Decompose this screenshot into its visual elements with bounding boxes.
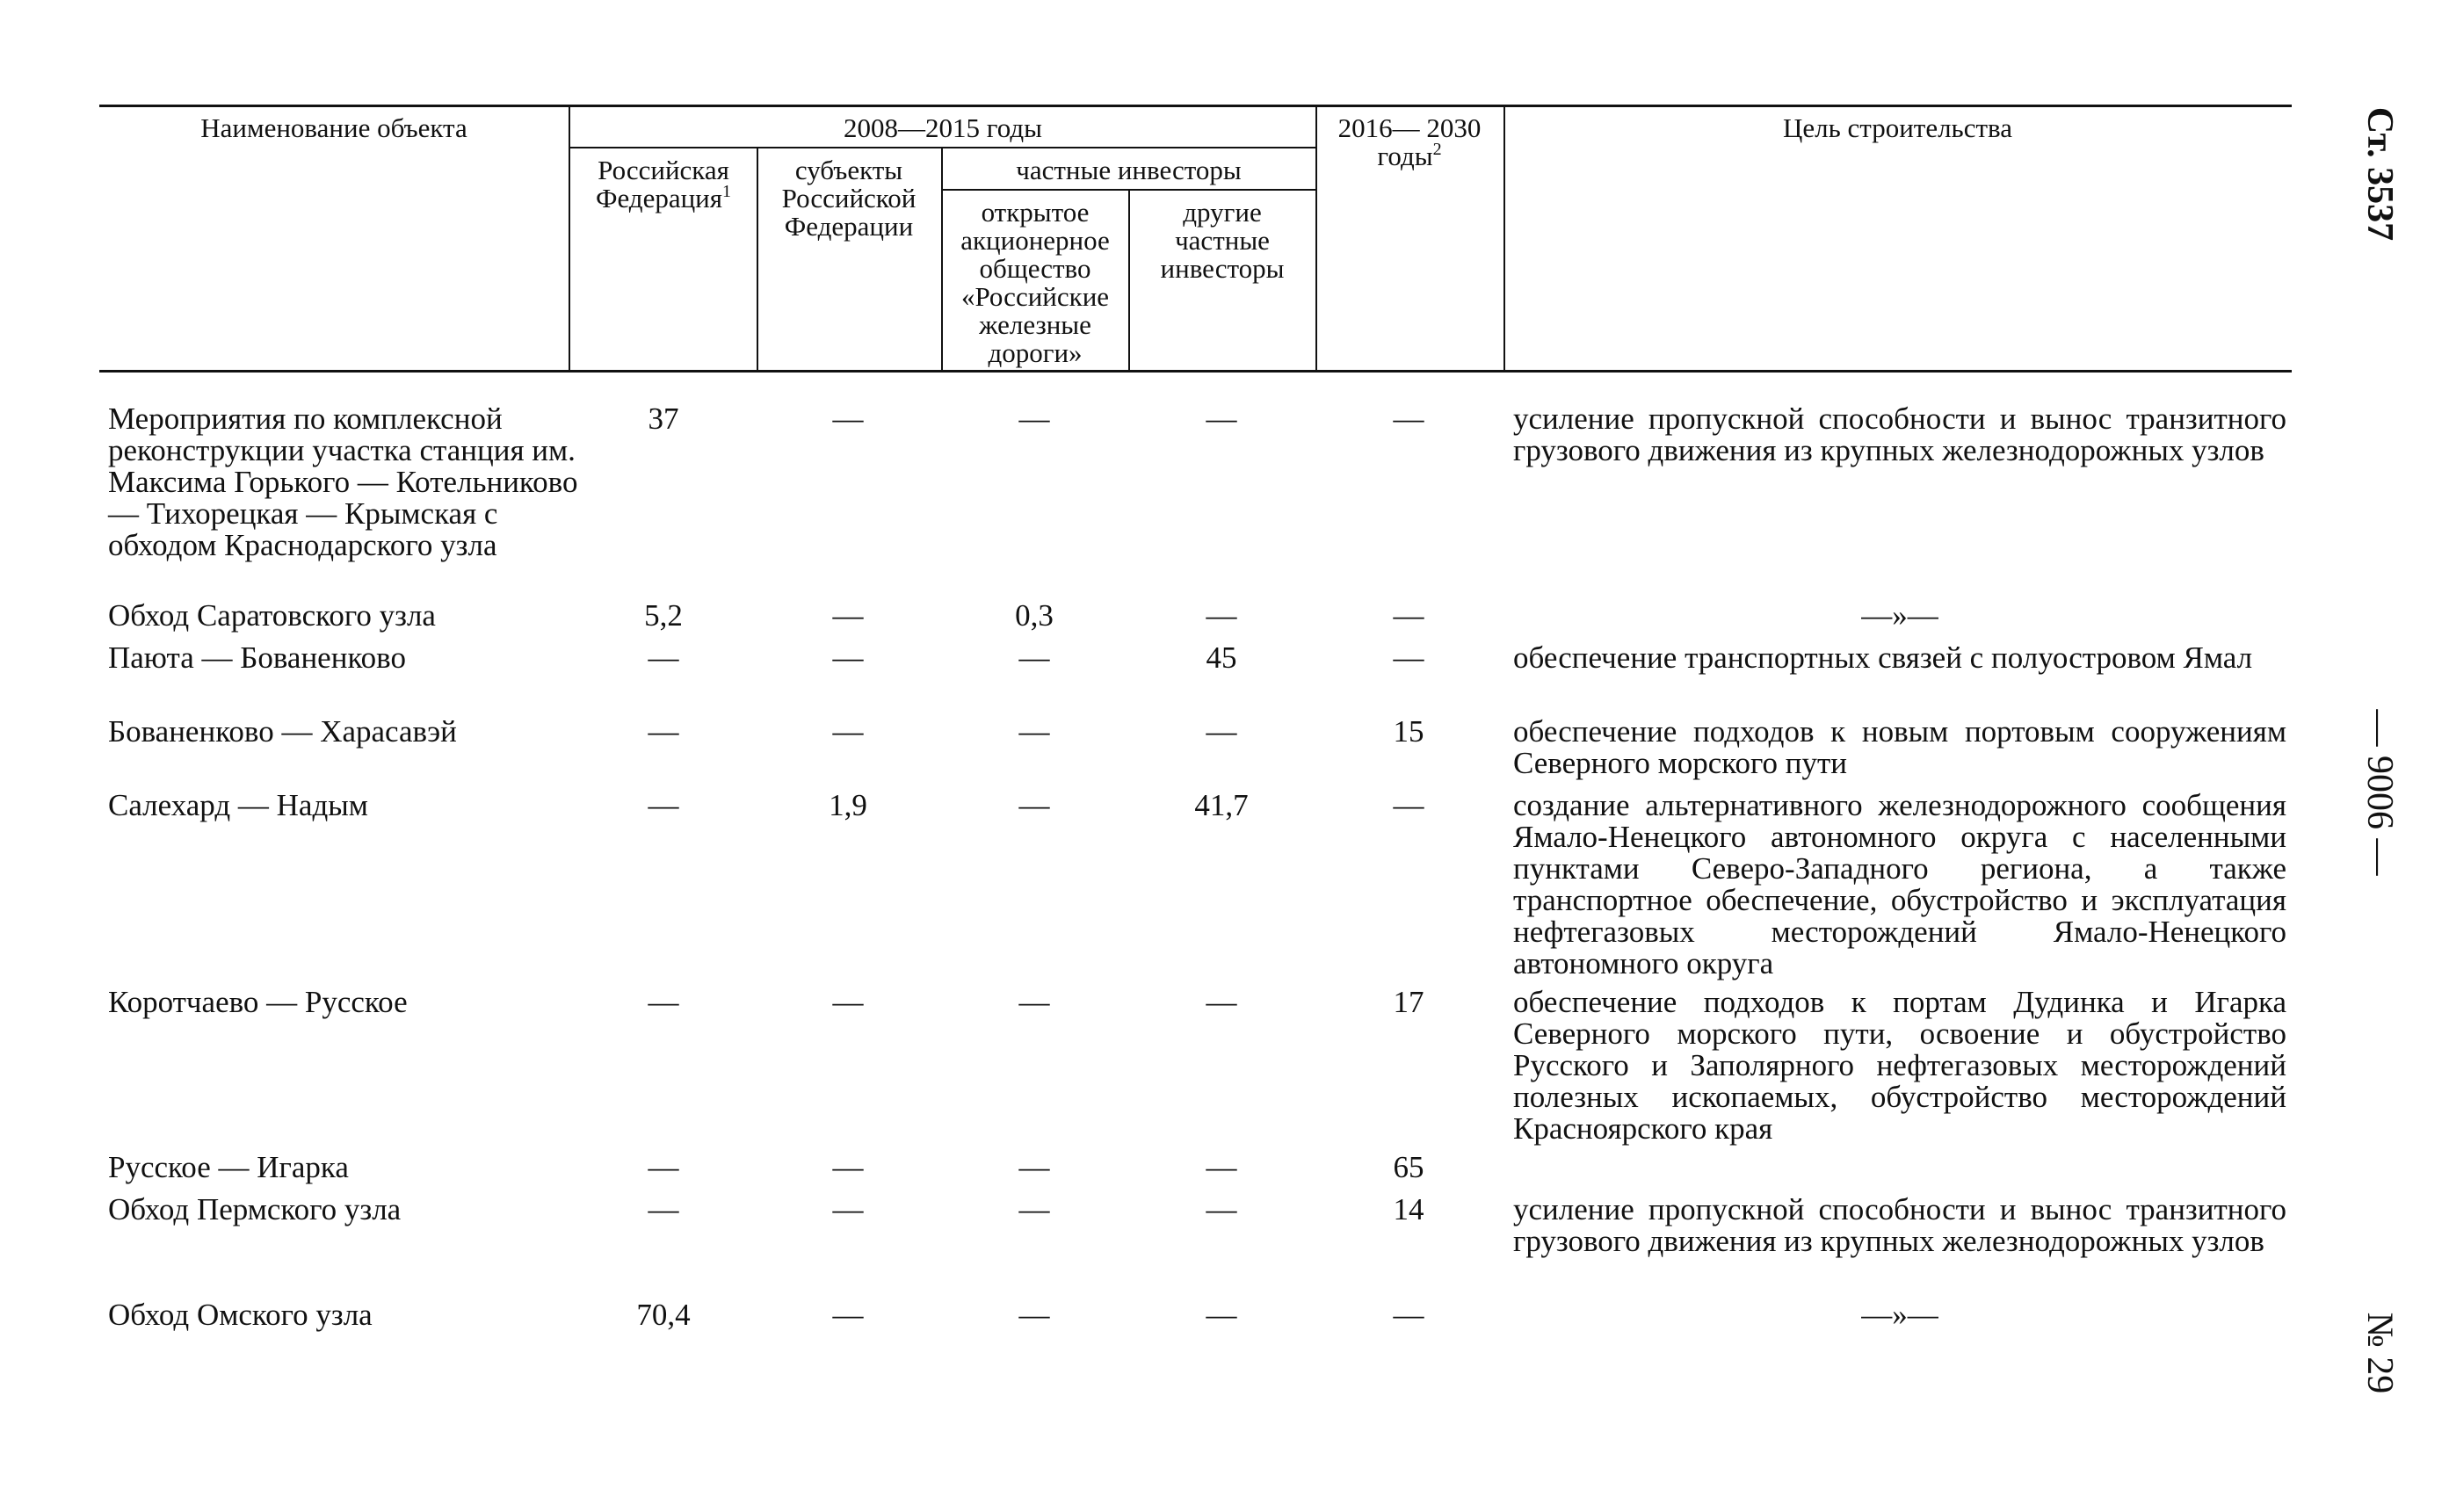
row-value-2016-2030: 15 bbox=[1393, 714, 1424, 749]
row-value-subjects: — bbox=[832, 598, 864, 633]
header-period-2008-2015: 2008—2015 годы bbox=[844, 112, 1042, 143]
row-value-2016-2030: — bbox=[1393, 598, 1424, 633]
row-value-2016-2030: — bbox=[1393, 1298, 1424, 1332]
row-value-subjects: 1,9 bbox=[829, 788, 867, 822]
header-other-investors: другие частные инвесторы bbox=[1160, 197, 1285, 284]
row-purpose: усиление пропускной способности и вынос транзитного грузового движения из крупных железнодорожных узлов bbox=[1513, 1192, 2286, 1258]
row-value-subjects: — bbox=[832, 1298, 864, 1332]
row-value-rf: — bbox=[648, 1150, 679, 1184]
row-value-rzd: — bbox=[1018, 788, 1050, 822]
row-object-name: Коротчаево — Русское bbox=[108, 985, 408, 1019]
row-value-rzd: — bbox=[1018, 1298, 1050, 1332]
header-divider-1 bbox=[569, 105, 570, 370]
footnote-2-mark: 2 bbox=[1432, 140, 1442, 159]
row-value-other: 41,7 bbox=[1194, 788, 1249, 822]
margin-page-number: — 9006 — bbox=[2359, 709, 2400, 876]
header-divider-2 bbox=[757, 147, 758, 370]
header-divider-4 bbox=[1128, 189, 1130, 370]
header-period-2016-2030 bbox=[1322, 114, 1497, 170]
row-value-rf: — bbox=[648, 714, 679, 749]
row-purpose: обеспечение подходов к портам Дудинка и Игарка Северного морского пути, освоение и обустройство Русского и Заполярного нефтегазовых месторождений полезных ископаемых, обустройство месторождений Красноярского края bbox=[1513, 985, 2286, 1146]
row-object-name: Обход Пермского узла bbox=[108, 1192, 402, 1226]
row-value-2016-2030: — bbox=[1393, 788, 1424, 822]
table-top-rule bbox=[99, 105, 2292, 107]
row-value-rzd: — bbox=[1018, 985, 1050, 1019]
row-value-other: — bbox=[1206, 1298, 1237, 1332]
row-value-rf: 5,2 bbox=[644, 598, 683, 633]
row-object-name: Салехард — Надым bbox=[108, 788, 368, 822]
header-rule-periods bbox=[569, 147, 1316, 148]
row-value-other: — bbox=[1206, 985, 1237, 1019]
row-value-other: — bbox=[1206, 714, 1237, 749]
row-value-subjects: — bbox=[832, 985, 864, 1019]
row-object-name: Русское — Игарка bbox=[108, 1150, 349, 1184]
row-value-subjects: — bbox=[832, 1150, 864, 1184]
row-value-rzd: — bbox=[1018, 714, 1050, 749]
row-value-subjects: — bbox=[832, 714, 864, 749]
row-object-name: Паюта — Бованенково bbox=[108, 640, 406, 675]
row-purpose: усиление пропускной способности и вынос транзитного грузового движения из крупных железнодорожных узлов bbox=[1513, 402, 2286, 467]
header-rzd: открытое акционерное общество «Российские железные дороги» bbox=[960, 197, 1110, 368]
row-value-subjects: — bbox=[832, 402, 864, 436]
row-value-rf: — bbox=[648, 1192, 679, 1226]
row-value-subjects: — bbox=[832, 640, 864, 675]
row-purpose-ditto: —»— bbox=[1861, 598, 1938, 633]
row-value-rzd: — bbox=[1018, 640, 1050, 675]
row-value-2016-2030: 65 bbox=[1393, 1150, 1424, 1184]
footnote-1-mark: 1 bbox=[722, 182, 732, 201]
row-value-rf: 37 bbox=[648, 402, 679, 436]
row-value-rf: — bbox=[648, 985, 679, 1019]
row-value-rzd: 0,3 bbox=[1015, 598, 1054, 633]
row-value-2016-2030: — bbox=[1393, 640, 1424, 675]
header-subjects: субъекты Российской Федерации bbox=[781, 155, 917, 242]
header-divider-6 bbox=[1503, 105, 1505, 370]
row-value-other: — bbox=[1206, 598, 1237, 633]
row-purpose: обеспечение подходов к новым портовым сооружениям Северного морского пути bbox=[1513, 714, 2286, 780]
row-value-rf: 70,4 bbox=[636, 1298, 691, 1332]
row-value-other: — bbox=[1206, 1192, 1237, 1226]
row-value-rzd: — bbox=[1018, 402, 1050, 436]
row-object-name: Обход Саратовского узла bbox=[108, 598, 436, 633]
row-value-2016-2030: 17 bbox=[1393, 985, 1424, 1019]
row-object-name: Обход Омского узла bbox=[108, 1298, 373, 1332]
row-value-other: — bbox=[1206, 402, 1237, 436]
margin-issue-number: № 29 bbox=[2359, 1312, 2400, 1394]
header-object-name: Наименование объекта bbox=[200, 112, 467, 143]
header-rf-label: Российская Федерация bbox=[595, 155, 729, 213]
row-value-other: — bbox=[1206, 1150, 1237, 1184]
header-period-2-label: 2016— 2030 годы bbox=[1337, 112, 1482, 171]
row-value-subjects: — bbox=[832, 1192, 864, 1226]
header-purpose: Цель строительства bbox=[1783, 112, 2012, 143]
header-private-investors: частные инвесторы bbox=[1016, 155, 1242, 185]
header-divider-5 bbox=[1315, 105, 1317, 370]
header-russian-federation bbox=[576, 156, 751, 213]
margin-page-reference: Ст. 3537 bbox=[2359, 106, 2400, 242]
row-purpose: создание альтернативного железнодорожного сообщения Ямало-Ненецкого автономного округа с населенными пунктами Северо-Западного региона, а также транспортное обеспечение, обустройство и эксплуатация нефтегазовых месторождений Ямало-Ненецкого автономного округа bbox=[1513, 788, 2286, 980]
row-value-rzd: — bbox=[1018, 1192, 1050, 1226]
row-purpose: обеспечение транспортных связей с полуостровом Ямал bbox=[1513, 640, 2253, 675]
row-value-2016-2030: 14 bbox=[1393, 1192, 1424, 1226]
row-value-other: 45 bbox=[1206, 640, 1237, 675]
header-bottom-rule bbox=[99, 370, 2292, 373]
row-purpose-ditto: —»— bbox=[1861, 1298, 1938, 1332]
row-value-2016-2030: — bbox=[1393, 402, 1424, 436]
row-value-rf: — bbox=[648, 640, 679, 675]
row-object-name: Мероприятия по комплексной реконструкции участка станция им. Максима Горького — Котельниково — Тихорецкая — Крымская с обходом Краснодарского узла bbox=[108, 402, 578, 562]
row-value-rzd: — bbox=[1018, 1150, 1050, 1184]
row-value-rf: — bbox=[648, 788, 679, 822]
row-object-name: Бованенково — Харасавэй bbox=[108, 714, 457, 749]
